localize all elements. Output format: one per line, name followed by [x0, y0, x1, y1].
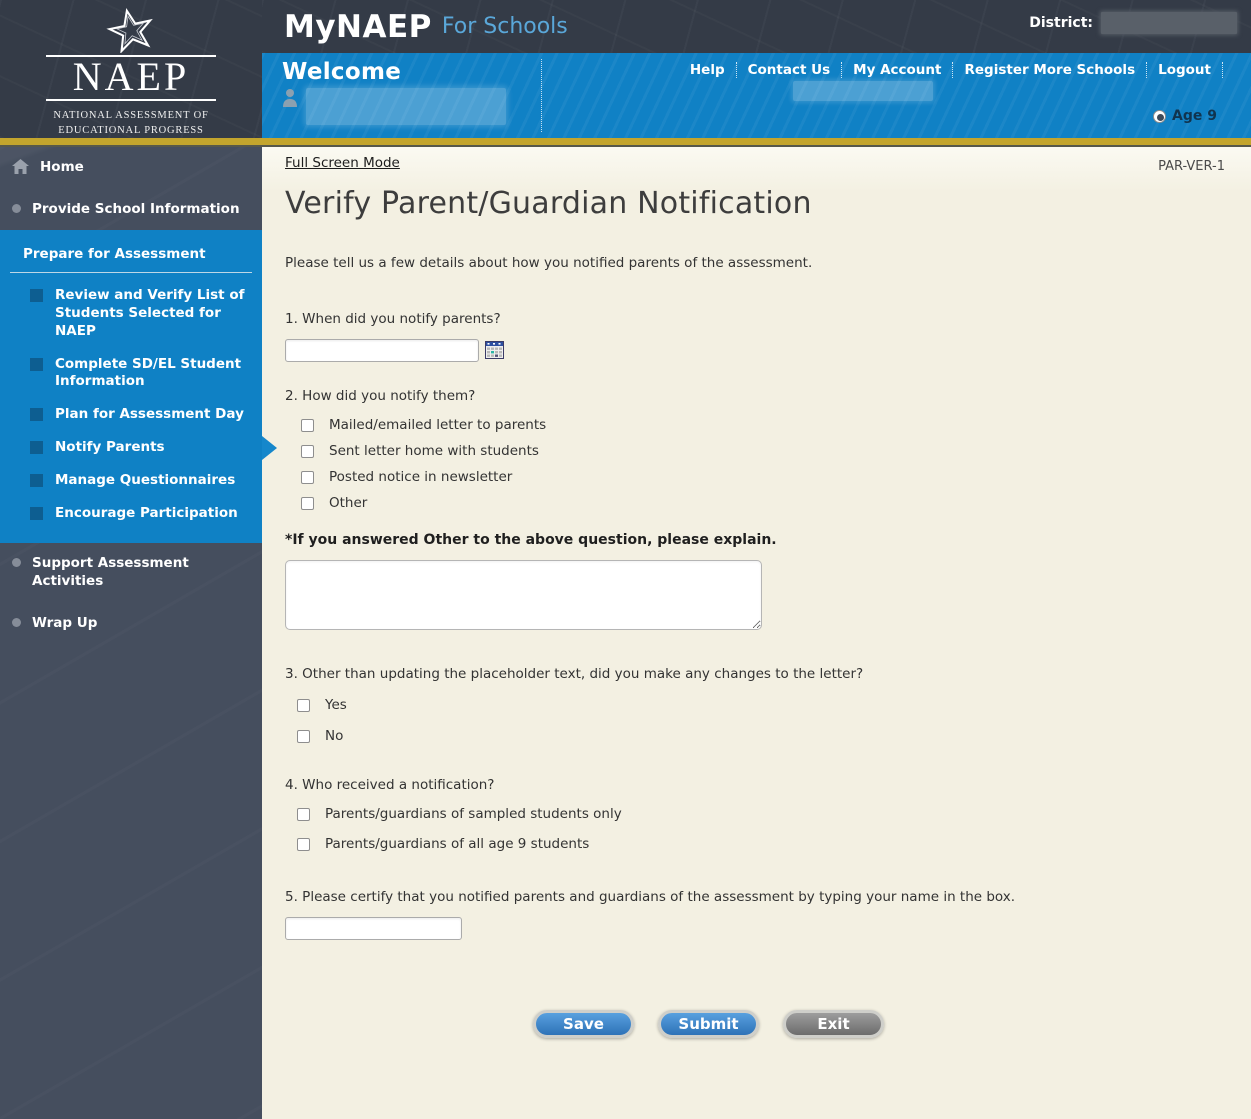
- welcome-title: Welcome: [282, 59, 402, 85]
- logout-link[interactable]: Logout: [1147, 62, 1223, 78]
- sidebar-item-encourage-participation[interactable]: [30, 505, 262, 523]
- sidebar-item-label: Notify Parents: [55, 438, 165, 455]
- sidebar-item-label: Home: [40, 159, 84, 175]
- page-code: PAR-VER-1: [1158, 159, 1225, 174]
- naep-logo-subtext: NATIONAL ASSESSMENT OF EDUCATIONAL PROGRESS: [53, 109, 209, 136]
- age-label: Age 9: [1172, 108, 1217, 124]
- section-divider: [10, 272, 252, 273]
- option-sampled-students-only[interactable]: Parents/guardians of sampled students only: [297, 805, 1225, 823]
- option-all-age9-students[interactable]: Parents/guardians of all age 9 students: [297, 835, 1225, 853]
- sidebar-item-notify-parents[interactable]: [30, 439, 262, 457]
- sidebar-item-label: Encourage Participation: [55, 504, 238, 521]
- district-label: District:: [1029, 15, 1093, 31]
- top-header: [0, 0, 1251, 138]
- other-explain-textarea[interactable]: [285, 560, 762, 630]
- intro-text: Please tell us a few details about how you notified parents of the assessment.: [285, 255, 813, 271]
- main-content: [262, 147, 1251, 1119]
- user-name-redacted: [306, 88, 506, 125]
- checkbox[interactable]: [297, 699, 310, 712]
- help-link[interactable]: Help: [679, 62, 737, 78]
- sidebar-item-label: Provide School Information: [32, 200, 240, 217]
- question-2-options: [285, 416, 1225, 512]
- sidebar-item-label: Support Assessment Activities: [32, 555, 189, 589]
- sidebar-section-prepare: [0, 230, 262, 543]
- square-bullet-icon: [30, 507, 43, 520]
- question-1-label: 1. When did you notify parents?: [285, 311, 501, 327]
- sidebar-item-support-assessment-activities[interactable]: [0, 543, 262, 602]
- checkbox[interactable]: [301, 471, 314, 484]
- full-screen-mode-link[interactable]: Full Screen Mode: [285, 155, 400, 171]
- bullet-icon: [12, 204, 21, 213]
- sidebar-item-label: Complete SD/EL Student Information: [55, 355, 242, 390]
- sidebar-nav: [0, 147, 262, 1119]
- gold-accent-bar: [0, 138, 1251, 145]
- submit-button[interactable]: Submit: [658, 1010, 759, 1038]
- option-other[interactable]: Other: [301, 494, 1225, 512]
- sidebar-item-review-verify-students[interactable]: [30, 287, 262, 340]
- checkbox[interactable]: [301, 419, 314, 432]
- page-title: Verify Parent/Guardian Notification: [285, 186, 812, 221]
- question-4-options: [285, 805, 1225, 853]
- bullet-icon: [12, 558, 21, 567]
- my-account-link[interactable]: My Account: [842, 62, 953, 78]
- option-mailed-emailed[interactable]: Mailed/emailed letter to parents: [301, 416, 1225, 434]
- option-posted-newsletter[interactable]: Posted notice in newsletter: [301, 468, 1225, 486]
- option-no[interactable]: No: [297, 727, 1225, 745]
- district-value-redacted: [1101, 12, 1237, 34]
- question-2-label: 2. How did you notify them?: [285, 388, 476, 404]
- radio-selected-icon: [1153, 110, 1166, 123]
- user-icon: [282, 88, 298, 108]
- brand-title: MyNAEP: [284, 8, 432, 45]
- naep-star-icon: [99, 8, 163, 53]
- brand-bar: [262, 0, 1251, 53]
- age-selector[interactable]: [1153, 108, 1217, 124]
- contact-us-link[interactable]: Contact Us: [737, 62, 843, 78]
- checkbox[interactable]: [297, 808, 310, 821]
- sidebar-item-label: Plan for Assessment Day: [55, 406, 244, 423]
- other-explain-note: *If you answered Other to the above question, please explain.: [285, 532, 777, 548]
- exit-button[interactable]: Exit: [783, 1010, 884, 1038]
- question-4-label: 4. Who received a notification?: [285, 777, 495, 793]
- home-icon: [12, 159, 29, 174]
- save-button[interactable]: Save: [533, 1010, 634, 1038]
- square-bullet-icon: [30, 289, 43, 302]
- register-more-schools-link[interactable]: Register More Schools: [953, 62, 1147, 78]
- action-buttons: [285, 1010, 1225, 1038]
- question-3-label: 3. Other than updating the placeholder text, did you make any changes to the letter?: [285, 666, 864, 682]
- option-yes[interactable]: Yes: [297, 696, 1225, 714]
- sidebar-item-provide-school-information[interactable]: [0, 189, 262, 231]
- naep-logo: [0, 0, 262, 138]
- sidebar-item-prepare-for-assessment[interactable]: [0, 234, 262, 262]
- sidebar-item-manage-questionnaires[interactable]: [30, 472, 262, 490]
- square-bullet-icon: [30, 441, 43, 454]
- checkbox[interactable]: [297, 838, 310, 851]
- welcome-bar: [262, 53, 1251, 138]
- brand-subtitle: For Schools: [441, 14, 568, 39]
- square-bullet-icon: [30, 358, 43, 371]
- sidebar-item-home[interactable]: [0, 147, 262, 189]
- sidebar-item-plan-assessment-day[interactable]: [30, 406, 262, 424]
- checkbox[interactable]: [301, 445, 314, 458]
- calendar-icon[interactable]: [485, 341, 504, 360]
- option-sent-letter-home[interactable]: Sent letter home with students: [301, 442, 1225, 460]
- square-bullet-icon: [30, 408, 43, 421]
- sidebar-item-complete-sdel-info[interactable]: [30, 356, 262, 392]
- checkbox[interactable]: [301, 497, 314, 510]
- certify-name-input[interactable]: [285, 917, 462, 940]
- question-5-label: 5. Please certify that you notified parents and guardians of the assessment by typing your name in the box.: [285, 889, 1016, 905]
- sidebar-item-label: Prepare for Assessment: [23, 246, 206, 263]
- sidebar-item-label: Review and Verify List of Students Selected for NAEP: [55, 287, 245, 339]
- sidebar-item-label: Manage Questionnaires: [55, 471, 236, 488]
- school-name-redacted: [793, 81, 933, 101]
- sidebar-item-label: Wrap Up: [32, 614, 98, 631]
- sidebar-item-wrap-up[interactable]: [0, 603, 262, 645]
- question-3-options: [285, 696, 1225, 745]
- naep-logo-acronym: NAEP: [46, 55, 216, 101]
- square-bullet-icon: [30, 474, 43, 487]
- bullet-icon: [12, 618, 21, 627]
- top-links: [679, 62, 1223, 78]
- notify-date-input[interactable]: [285, 339, 479, 362]
- checkbox[interactable]: [297, 730, 310, 743]
